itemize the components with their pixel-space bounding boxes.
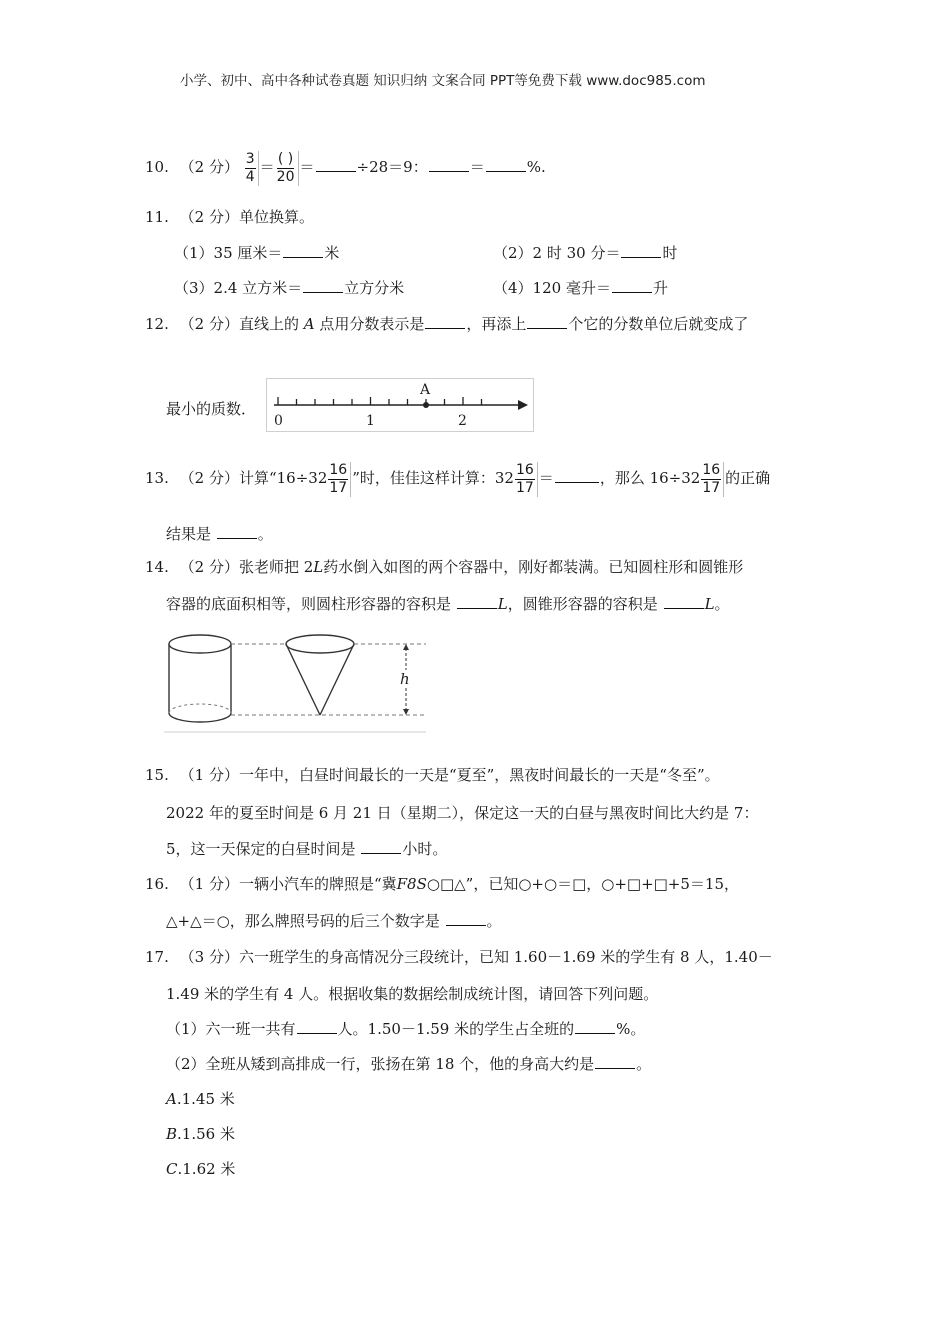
fraction-denominator: 17 <box>702 479 721 496</box>
fraction-denominator: 20 <box>276 168 295 185</box>
question-17 <box>145 946 773 967</box>
page-header: 小学、初中、高中各种试卷真题 知识归纳 文案合同 PPT等免费下载 www.doc985.com <box>180 73 706 89</box>
conversion-item-1 <box>174 242 339 263</box>
question-text: 个它的分数单位后就变成了 <box>568 315 749 333</box>
answer-blank[interactable] <box>555 468 599 483</box>
question-text: 。 <box>636 1055 652 1073</box>
arrow-up-icon <box>403 644 409 650</box>
question-13-continued <box>166 523 273 544</box>
question-17-line2: 1.49 米的学生有 4 人。根据收集的数据绘制成统计图，请回答下列问题。 <box>166 985 659 1003</box>
question-text: 直线上的 <box>238 315 299 333</box>
question-text: 的正确 <box>725 469 771 487</box>
tick-marks <box>278 397 482 405</box>
answer-blank[interactable] <box>429 157 469 172</box>
item-text: （1）35 厘米＝ <box>174 244 283 262</box>
question-14 <box>145 556 743 577</box>
question-text: 结果是 <box>166 525 212 543</box>
question-number: 15. <box>145 766 169 784</box>
conversion-item-4 <box>493 277 668 298</box>
question-text: 。 <box>257 525 273 543</box>
cone-left-side <box>286 644 320 715</box>
question-text: 容器的底面积相等，则圆柱形容器的容积是 <box>166 595 452 613</box>
question-text: 计算“16÷32 <box>238 469 328 487</box>
question-text: 人。1.50－1.59 米的学生占全班的 <box>337 1020 575 1038</box>
question-number: 14. <box>145 558 169 576</box>
question-17-sub2 <box>166 1053 651 1074</box>
question-score: （2 分） <box>179 208 239 226</box>
option-text: .1.62 米 <box>177 1160 236 1178</box>
cylinder-top <box>169 635 231 653</box>
conversion-item-3 <box>174 277 404 298</box>
answer-blank[interactable] <box>446 911 486 926</box>
fraction-denominator: 17 <box>515 479 534 496</box>
fraction-blank-20 <box>276 151 299 186</box>
point-a-marker <box>423 402 429 408</box>
answer-blank[interactable] <box>425 314 465 329</box>
variable-a: A <box>303 315 315 333</box>
question-number: 10. <box>145 158 169 176</box>
question-text: 单位换算。 <box>238 208 314 226</box>
question-text: %。 <box>616 1020 646 1038</box>
unit-liter: L <box>497 595 508 613</box>
question-text: ，圆锥形容器的容积是 <box>507 595 658 613</box>
question-16 <box>145 873 739 894</box>
option-letter: B <box>166 1125 178 1143</box>
fraction-numerator: 16 <box>329 461 348 478</box>
answer-blank[interactable] <box>217 524 257 539</box>
fraction-denominator: 17 <box>329 479 348 496</box>
option-text: .1.45 米 <box>176 1090 235 1108</box>
question-number: 17. <box>145 948 169 966</box>
answer-blank[interactable] <box>621 243 661 258</box>
answer-blank[interactable] <box>664 594 704 609</box>
containers-figure <box>164 622 426 734</box>
option-letter: A <box>166 1090 177 1108</box>
equals-sign: ＝ <box>259 158 275 176</box>
tick-label-1: 1 <box>366 413 375 429</box>
arrow-head-icon <box>518 400 528 410</box>
question-text: ○□△”，已知○+○＝□，○+□+□+5＝15， <box>426 875 740 893</box>
question-score: （3 分） <box>179 948 239 966</box>
fraction-numerator: 16 <box>515 461 534 478</box>
question-17-sub1 <box>166 1018 645 1039</box>
question-16-line2 <box>166 910 502 931</box>
answer-blank[interactable] <box>316 157 356 172</box>
fraction-3-4 <box>245 151 259 186</box>
answer-blank[interactable] <box>297 1019 337 1034</box>
item-text: （3）2.4 立方米＝ <box>174 279 303 297</box>
question-score: （1 分） <box>179 875 239 893</box>
answer-blank[interactable] <box>575 1019 615 1034</box>
item-unit: 时 <box>662 244 678 262</box>
conversion-item-2 <box>493 242 678 263</box>
question-text: 点用分数表示是 <box>319 315 425 333</box>
option-letter: C <box>166 1160 178 1178</box>
fraction-numerator: 3 <box>245 150 255 167</box>
cone-top <box>286 635 354 653</box>
equals-sign: ＝ <box>469 158 485 176</box>
tick-label-0: 0 <box>274 413 283 429</box>
question-text: 张老师把 2 <box>238 558 314 576</box>
number-line-figure <box>266 378 534 432</box>
question-12 <box>145 313 748 334</box>
question-15-line3 <box>166 838 447 859</box>
question-text: 一年中，白昼时间最长的一天是“夏至”，黑夜时间最长的一天是“冬至”。 <box>238 766 720 784</box>
item-unit: 米 <box>324 244 340 262</box>
question-score: （2 分） <box>179 158 239 176</box>
fraction-denominator: 4 <box>245 168 255 185</box>
item-unit: 立方分米 <box>344 279 405 297</box>
question-text: ”时，佳佳这样计算：32 <box>352 469 514 487</box>
plate-letters: F8S <box>396 875 427 893</box>
fraction-16-17 <box>515 462 538 497</box>
height-label: h <box>400 670 410 688</box>
question-text: ，再添上 <box>466 315 527 333</box>
question-score: （2 分） <box>179 558 239 576</box>
question-text: 。 <box>486 912 502 930</box>
question-number: 13. <box>145 469 169 487</box>
tick-label-2: 2 <box>458 413 467 429</box>
question-text: 5，这一天保定的白昼时间是 <box>166 840 356 858</box>
answer-blank[interactable] <box>527 314 567 329</box>
question-number: 11. <box>145 208 169 226</box>
question-text: ，那么 16÷32 <box>599 469 701 487</box>
answer-blank[interactable] <box>486 157 526 172</box>
cone-right-side <box>320 644 354 715</box>
answer-blank[interactable] <box>457 594 497 609</box>
item-text: （2）2 时 30 分＝ <box>493 244 621 262</box>
point-a-label: A <box>420 382 431 398</box>
unit-liter: L <box>313 558 324 576</box>
equals-sign: ＝ <box>299 158 315 176</box>
question-text: 六一班学生的身高情况分三段统计，已知 1.60－1.69 米的学生有 8 人，1.40－ <box>238 948 773 966</box>
division-text: ÷28＝9： <box>356 158 428 176</box>
question-13 <box>145 456 770 500</box>
question-score: （1 分） <box>179 766 239 784</box>
item-text: （4）120 毫升＝ <box>493 279 611 297</box>
question-text: 药水倒入如图的两个容器中，刚好都装满。已知圆柱形和圆锥形 <box>323 558 744 576</box>
question-14-continued <box>166 593 730 614</box>
question-score: （2 分） <box>179 315 239 333</box>
answer-blank[interactable] <box>303 278 343 293</box>
fraction-numerator: 16 <box>702 461 721 478</box>
question-15 <box>145 764 720 785</box>
fraction-16-17 <box>701 462 724 497</box>
option-c[interactable] <box>166 1158 235 1179</box>
arrow-down-icon <box>403 709 409 715</box>
cylinder-bottom-hidden <box>169 704 231 713</box>
question-text: （2）全班从矮到高排成一行，张扬在第 18 个，他的身高大约是 <box>166 1055 595 1073</box>
question-number: 16. <box>145 875 169 893</box>
answer-blank[interactable] <box>595 1054 635 1069</box>
question-text: 小时。 <box>402 840 448 858</box>
unit-liter: L <box>704 595 715 613</box>
question-text: 。 <box>714 595 730 613</box>
answer-blank[interactable] <box>361 839 401 854</box>
fraction-16-17 <box>328 462 351 497</box>
option-b[interactable] <box>166 1123 235 1144</box>
option-a[interactable] <box>166 1088 235 1109</box>
question-text: （1）六一班一共有 <box>166 1020 296 1038</box>
question-text: 一辆小汽车的牌照是“冀 <box>238 875 397 893</box>
question-11 <box>145 206 314 227</box>
question-10 <box>145 146 546 188</box>
cylinder-bottom <box>169 713 231 722</box>
percent-sign: %. <box>526 158 546 176</box>
item-unit: 升 <box>652 279 668 297</box>
question-15-line2: 2022 年的夏至时间是 6 月 21 日（星期二），保定这一天的白昼与黑夜时间比大约是 7： <box>166 804 759 822</box>
question-score: （2 分） <box>179 469 239 487</box>
answer-blank[interactable] <box>612 278 652 293</box>
option-text: .1.56 米 <box>177 1125 235 1143</box>
answer-blank[interactable] <box>283 243 323 258</box>
fraction-numerator: ( ) <box>277 150 294 167</box>
question-12-continued: 最小的质数． <box>166 400 257 418</box>
equals-sign: ＝ <box>538 469 554 487</box>
question-number: 12. <box>145 315 169 333</box>
question-text: △+△＝○，那么牌照号码的后三个数字是 <box>166 912 440 930</box>
